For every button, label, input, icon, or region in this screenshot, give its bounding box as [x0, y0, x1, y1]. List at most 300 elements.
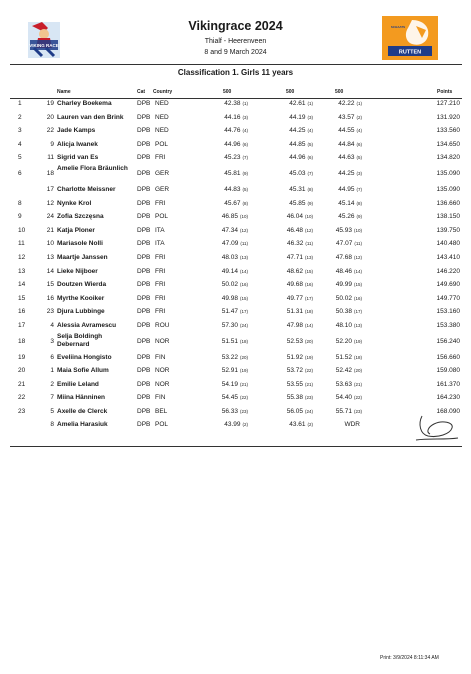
time-value: 45.93 [335, 226, 352, 234]
time-placing: (7) [356, 186, 362, 192]
time-placing: (17) [353, 309, 362, 315]
time-value: 45.67 [224, 199, 241, 207]
time-500-1 [203, 281, 248, 288]
time-500-2 [268, 295, 313, 302]
table-bottom-divider [10, 446, 462, 447]
bib-cell: 17 [46, 185, 54, 193]
time-500-2 [268, 367, 313, 374]
bib-cell: 5 [50, 407, 54, 415]
time-500-2 [268, 186, 313, 193]
time-value: 45.81 [224, 169, 241, 177]
time-value: 57.30 [221, 321, 238, 329]
points-cell: 161.370 [436, 380, 460, 388]
time-value: 52.53 [286, 337, 303, 345]
time-500-3 [317, 421, 362, 428]
handwritten-signature [412, 407, 462, 444]
points-cell: 136.660 [436, 199, 460, 207]
bib-cell: 6 [50, 353, 54, 361]
time-500-3 [317, 227, 362, 234]
country-cell: NED [155, 127, 169, 135]
time-500-3 [317, 213, 362, 220]
athlete-name: Alicja Iwanek [57, 140, 98, 148]
time-placing: (8) [307, 186, 313, 192]
time-value: 44.76 [224, 127, 241, 135]
col-header-points: Points [437, 89, 453, 95]
time-placing: (18) [304, 309, 313, 315]
results-table [10, 85, 462, 432]
rank-cell: 23 [18, 407, 26, 415]
time-placing: (21) [304, 381, 313, 387]
table-row [10, 391, 462, 405]
time-value: 55.38 [286, 394, 303, 402]
points-cell: 135.090 [436, 169, 460, 177]
bib-cell: 20 [46, 113, 54, 121]
points-cell: 133.560 [436, 127, 460, 135]
athlete-name: Jade Kamps [57, 127, 96, 135]
time-500-2 [268, 308, 313, 315]
time-value: 48.10 [335, 321, 352, 329]
time-500-3 [317, 154, 362, 161]
table-row [10, 378, 462, 392]
athlete-name: Lieke Nijboer [57, 267, 98, 275]
time-placing: (23) [353, 408, 362, 414]
time-value: 44.63 [338, 154, 355, 162]
points-cell: 156.240 [436, 337, 460, 345]
club-logo [382, 16, 438, 60]
time-500-1 [203, 322, 248, 329]
time-placing: (7) [242, 155, 248, 161]
time-500-1 [203, 338, 248, 345]
rank-cell: 15 [18, 294, 26, 302]
rank-cell: 18 [18, 337, 26, 345]
time-500-1 [203, 354, 248, 361]
athlete-name: Miina Hänninen [57, 394, 106, 402]
time-placing: (6) [307, 155, 313, 161]
athlete-name: Charley Boekema [57, 100, 112, 107]
rank-cell: 13 [18, 267, 26, 275]
rank-cell: 1 [18, 100, 22, 107]
athlete-name: Selja Boldingh Debernard [57, 332, 103, 348]
rank-cell: 9 [18, 213, 22, 221]
category-cell: DPB [137, 367, 151, 375]
time-placing: (15) [304, 268, 313, 274]
table-row [10, 138, 462, 152]
time-value: 44.96 [289, 154, 306, 162]
rank-cell: 16 [18, 308, 26, 316]
time-value: 51.92 [286, 353, 303, 361]
time-placing: (23) [304, 395, 313, 401]
time-500-1 [203, 295, 248, 302]
bib-cell: 24 [46, 213, 54, 221]
athlete-name: Amelie Flora Bräunlich [57, 164, 128, 172]
time-500-1 [203, 381, 248, 388]
time-value: 52.20 [335, 337, 352, 345]
points-cell: 134.650 [436, 140, 460, 148]
time-placing: (2) [307, 422, 313, 428]
page-header [0, 0, 471, 66]
time-placing: (8) [242, 200, 248, 206]
time-value: 47.98 [286, 321, 303, 329]
time-placing: (13) [239, 254, 248, 260]
points-cell: 139.750 [436, 226, 460, 234]
time-placing: (15) [353, 282, 362, 288]
time-value: 42.61 [289, 100, 306, 107]
time-500-3 [317, 170, 362, 177]
bib-cell: 3 [50, 337, 54, 345]
points-cell: 138.150 [436, 213, 460, 221]
time-placing: (12) [304, 227, 313, 233]
time-500-2 [268, 227, 313, 234]
time-placing: (11) [354, 241, 362, 247]
time-500-2 [268, 354, 313, 361]
svg-text:RUTTEN: RUTTEN [398, 49, 422, 56]
time-value: 46.85 [221, 213, 238, 221]
time-500-3 [317, 338, 362, 345]
country-cell: POL [155, 421, 169, 429]
points-cell: 127.210 [436, 100, 460, 107]
time-placing: (18) [353, 354, 362, 360]
rank-cell: 17 [18, 321, 26, 329]
table-row [10, 97, 462, 111]
category-cell: DPB [137, 308, 151, 316]
country-cell: NED [155, 113, 169, 121]
time-value: 43.99 [224, 421, 241, 429]
time-500-3 [317, 254, 362, 261]
athlete-name: Alessia Avramescu [57, 321, 117, 329]
col-header-country: Country [153, 89, 173, 95]
time-placing: (10) [353, 227, 362, 233]
bib-cell: 4 [50, 321, 54, 329]
time-placing: (12) [353, 254, 362, 260]
time-500-1 [203, 367, 248, 374]
time-500-2 [268, 322, 313, 329]
category-cell: DPB [137, 394, 151, 402]
time-value: 42.22 [338, 100, 355, 107]
time-value: 44.19 [289, 113, 306, 121]
time-500-3 [317, 127, 362, 134]
time-value: 47.68 [335, 253, 352, 261]
table-header-divider [10, 98, 462, 99]
time-500-3 [317, 200, 362, 207]
time-500-1 [203, 213, 248, 220]
category-cell: DPB [137, 353, 151, 361]
time-placing: (2) [242, 422, 248, 428]
time-500-2 [268, 141, 313, 148]
time-placing: (10) [239, 214, 248, 220]
col-header-cat: Cat [137, 89, 146, 95]
time-500-1 [203, 227, 248, 234]
bib-cell: 19 [46, 100, 54, 107]
time-500-3 [317, 114, 362, 121]
time-placing: (19) [353, 338, 362, 344]
points-cell: 146.220 [436, 267, 460, 275]
bib-cell: 7 [50, 394, 54, 402]
points-cell: 149.690 [436, 281, 460, 289]
points-cell: 131.920 [436, 113, 460, 121]
time-500-3 [317, 186, 362, 193]
country-cell: POL [155, 140, 169, 148]
bib-cell: 9 [50, 140, 54, 148]
time-500-3 [317, 322, 362, 329]
country-cell: NOR [155, 380, 170, 388]
time-500-1 [203, 154, 248, 161]
time-value: 47.71 [286, 253, 303, 261]
time-500-1 [203, 408, 248, 415]
time-value: 56.05 [286, 407, 303, 415]
category-cell: DPB [137, 281, 151, 289]
rank-cell: 10 [18, 226, 26, 234]
time-value: 44.25 [289, 127, 306, 135]
category-cell: DPB [137, 113, 151, 121]
bib-cell: 8 [50, 421, 54, 429]
event-title: Vikingrace 2024 [188, 19, 283, 33]
time-placing: (16) [239, 282, 248, 288]
time-value: 49.14 [221, 267, 238, 275]
time-placing: (24) [239, 322, 248, 328]
time-500-2 [268, 281, 313, 288]
category-cell: DPB [137, 380, 151, 388]
time-value: 51.31 [286, 308, 303, 316]
table-row [10, 418, 462, 432]
time-value: 51.47 [221, 308, 238, 316]
points-cell: 159.080 [436, 367, 460, 375]
athlete-name: Mariasole Nolli [57, 240, 103, 248]
category-cell: DPB [137, 100, 151, 107]
rank-cell: 11 [18, 240, 25, 248]
time-placing: (10) [304, 214, 313, 220]
time-500-2 [268, 100, 313, 107]
table-body [10, 97, 462, 432]
bib-cell: 16 [46, 294, 54, 302]
time-value: 53.63 [335, 380, 352, 388]
time-placing: (24) [304, 408, 313, 414]
time-placing: (14) [353, 268, 362, 274]
athlete-name: Axelle de Clerck [57, 407, 108, 415]
time-placing: (20) [353, 368, 362, 374]
svg-text:VIKING RACE: VIKING RACE [29, 43, 59, 48]
time-value: 47.07 [336, 240, 353, 248]
time-placing: (17) [304, 295, 313, 301]
time-value: WDR [344, 421, 360, 429]
country-cell: POL [155, 213, 169, 221]
table-row [10, 278, 462, 292]
category-cell: DPB [137, 199, 151, 207]
category-cell: DPB [137, 154, 151, 162]
time-value: 45.23 [224, 154, 241, 162]
country-cell: FIN [155, 353, 166, 361]
time-placing: (19) [239, 368, 248, 374]
time-500-2 [268, 240, 313, 247]
time-500-2 [268, 268, 313, 275]
time-500-1 [203, 200, 248, 207]
time-value: 44.16 [224, 113, 241, 121]
time-500-2 [268, 170, 313, 177]
time-value: 54.40 [335, 394, 352, 402]
time-value: 55.71 [335, 407, 352, 415]
time-value: 52.42 [335, 367, 352, 375]
time-value: 45.31 [289, 185, 306, 193]
table-row [10, 292, 462, 306]
time-placing: (20) [239, 354, 248, 360]
time-500-2 [268, 127, 313, 134]
time-500-1 [203, 308, 248, 315]
points-cell: 149.770 [436, 294, 460, 302]
rank-cell: 6 [18, 169, 22, 177]
time-value: 47.09 [222, 240, 239, 248]
time-placing: (23) [239, 408, 248, 414]
rank-cell: 19 [18, 353, 26, 361]
country-cell: GER [155, 185, 170, 193]
table-row [10, 210, 462, 224]
table-row [10, 183, 462, 197]
rank-cell: 5 [18, 154, 22, 162]
time-placing: (22) [239, 395, 248, 401]
time-placing: (4) [307, 128, 313, 134]
table-row [10, 165, 462, 183]
time-value: 51.52 [335, 353, 352, 361]
athlete-name: Sigrid van Es [57, 154, 99, 162]
country-cell: FIN [155, 394, 166, 402]
time-500-3 [317, 141, 362, 148]
country-cell: FRI [155, 281, 166, 289]
time-placing: (5) [242, 186, 248, 192]
country-cell: GER [155, 169, 170, 177]
time-placing: (4) [242, 128, 248, 134]
athlete-name: Nynke Krol [57, 199, 92, 207]
time-500-2 [268, 200, 313, 207]
category-cell: DPB [137, 169, 151, 177]
table-row [10, 197, 462, 211]
country-cell: FRI [155, 253, 166, 261]
time-placing: (16) [353, 295, 362, 301]
time-value: 48.62 [286, 267, 303, 275]
time-500-1 [203, 127, 248, 134]
time-value: 50.38 [335, 308, 352, 316]
time-500-3 [317, 308, 362, 315]
time-500-1 [203, 240, 248, 247]
category-cell: DPB [137, 185, 151, 193]
time-value: 49.68 [286, 281, 303, 289]
time-value: 45.03 [289, 169, 306, 177]
time-500-2 [268, 154, 313, 161]
time-placing: (16) [304, 282, 313, 288]
table-row [10, 265, 462, 279]
time-500-3 [317, 100, 362, 107]
time-placing: (8) [356, 200, 362, 206]
time-placing: (1) [307, 101, 313, 106]
bib-cell: 1 [50, 367, 54, 375]
time-placing: (22) [304, 368, 313, 374]
event-dates: 8 and 9 March 2024 [204, 49, 267, 56]
category-cell: DPB [137, 127, 151, 135]
time-500-3 [317, 381, 362, 388]
col-header-500-3: 500 [335, 89, 344, 95]
time-500-2 [268, 338, 313, 345]
time-placing: (11) [240, 241, 248, 247]
svg-text:SCHAATS: SCHAATS [390, 25, 406, 29]
time-500-3 [317, 295, 362, 302]
points-cell: 164.230 [436, 394, 460, 402]
time-placing: (6) [242, 141, 248, 147]
time-value: 53.55 [286, 380, 303, 388]
time-value: 44.25 [338, 169, 355, 177]
time-500-1 [203, 100, 248, 107]
time-value: 44.85 [289, 140, 306, 148]
rank-cell: 3 [18, 127, 22, 135]
time-value: 49.77 [286, 294, 303, 302]
time-placing: (4) [356, 128, 362, 134]
time-placing: (20) [304, 338, 313, 344]
points-cell: 135.090 [436, 185, 460, 193]
bib-cell: 2 [50, 380, 54, 388]
country-cell: FRI [155, 154, 166, 162]
time-placing: (1) [242, 101, 248, 106]
time-value: 44.96 [224, 140, 241, 148]
category-cell: DPB [137, 337, 151, 345]
time-500-1 [203, 141, 248, 148]
table-row [10, 124, 462, 138]
table-header [10, 85, 462, 97]
print-timestamp: Print: 3/9/2024 8:11:34 AM [380, 655, 439, 661]
time-value: 42.38 [224, 100, 241, 107]
time-value: 53.22 [221, 353, 238, 361]
time-value: 50.02 [221, 281, 238, 289]
time-placing: (1) [356, 101, 362, 106]
time-value: 48.46 [335, 267, 352, 275]
category-cell: DPB [137, 421, 151, 429]
country-cell: FRI [155, 199, 166, 207]
athlete-name: Lauren van den Brink [57, 113, 124, 121]
time-500-2 [268, 408, 313, 415]
country-cell: NOR [155, 367, 170, 375]
time-value: 54.19 [221, 380, 238, 388]
time-placing: (9) [356, 214, 362, 220]
rank-cell: 21 [18, 380, 26, 388]
country-cell: NED [155, 100, 169, 107]
country-cell: FRI [155, 267, 166, 275]
athlete-name: Eveliina Hongisto [57, 353, 112, 361]
time-placing: (6) [356, 141, 362, 147]
time-500-3 [317, 408, 362, 415]
time-value: 46.32 [287, 240, 304, 248]
country-cell: NOR [155, 337, 170, 345]
time-value: 44.83 [224, 185, 241, 193]
bib-cell: 21 [46, 226, 54, 234]
category-cell: DPB [137, 226, 151, 234]
time-500-2 [268, 213, 313, 220]
time-placing: (21) [353, 381, 362, 387]
time-500-3 [317, 354, 362, 361]
points-cell: 156.660 [436, 353, 460, 361]
bib-cell: 11 [47, 154, 54, 162]
time-value: 45.14 [338, 199, 355, 207]
bib-cell: 14 [46, 267, 54, 275]
table-row [10, 364, 462, 378]
table-row [10, 251, 462, 265]
points-cell: 153.380 [436, 321, 460, 329]
rank-cell: 2 [18, 113, 22, 121]
points-cell: 134.820 [436, 154, 460, 162]
time-placing: (22) [353, 395, 362, 401]
rank-cell: 22 [18, 394, 26, 402]
col-header-name: Name [57, 89, 71, 95]
bib-cell: 10 [46, 240, 54, 248]
time-value: 44.95 [338, 185, 355, 193]
time-500-3 [317, 394, 362, 401]
time-500-1 [203, 186, 248, 193]
points-cell: 168.090 [436, 407, 460, 415]
country-cell: ROU [155, 321, 170, 329]
